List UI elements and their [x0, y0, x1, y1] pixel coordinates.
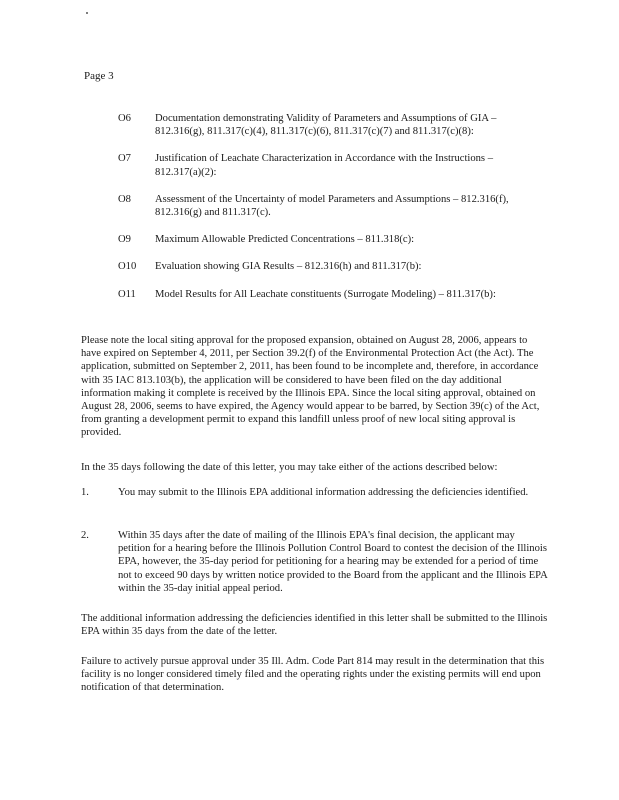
option-item: [81, 486, 548, 499]
option-text: You may submit to the Illinois EPA additional information addressing the deficiencies identified.: [118, 487, 529, 498]
deficiency-code: O11: [118, 288, 136, 300]
deficiency-text: Model Results for All Leachate constituents (Surrogate Modeling) – 811.317(b):: [155, 288, 496, 300]
deficiency-text: Evaluation showing GIA Results – 812.316(h) and 811.317(b):: [155, 261, 422, 273]
option-text: Within 35 days after the date of mailing of the Illinois EPA's final decision, the applicant may petition for a hearing before the Illinois Pollution Control Board to contest the decision of the Illinois EPA, however, the 35-day period for petitioning for a hearing may be extended for a period of time not to exceed 90 days by written notice provided to the Board from the applicant and the Illinois EPA within the 35-day initial appeal period.: [118, 530, 548, 594]
deficiency-list: [118, 112, 538, 315]
scan-speck: [86, 12, 88, 14]
option-item: [81, 529, 548, 595]
siting-approval-paragraph: Please note the local siting approval for the proposed expansion, obtained on August 28, 2006, appears to have expired on September 4, 2011, per Section 39.2(f) of the Environmental Protection Act (the Act). The application, submitted on September 2, 2011, has been found to be incomplete and, therefore, in accordance with 35 IAC 813.103(b), the application will be considered to have been filed on the day additional information making it complete is received by the Illinois EPA. Since the local siting approval, obtained on August 28, 2006, seems to have expired, the Agency would appear to be barred, by Section 39(c) of the Act, from granting a development permit to expand this landfill unless proof of new local siting approval is provided.: [81, 335, 540, 439]
deficiency-item: [118, 233, 538, 246]
deficiency-text: Justification of Leachate Characterization in Accordance with the Instructions – 812.317(a)(2):: [155, 153, 493, 178]
options-intro-paragraph: In the 35 days following the date of this letter, you may take either of the actions described below:: [81, 462, 498, 473]
page-number: Page 3: [84, 70, 114, 82]
deficiency-code: O8: [118, 193, 131, 205]
deficiency-text: Assessment of the Uncertainty of model Parameters and Assumptions – 812.316(f), 812.316(g) and 811.317(c).: [155, 193, 509, 219]
deficiency-code: O10: [118, 261, 137, 273]
deficiency-item: [118, 152, 538, 178]
failure-paragraph: Failure to actively pursue approval under 35 Ill. Adm. Code Part 814 may result in the determination that this facility is no longer considered timely filed and the operating rights under the existing permits will end upon notification of that determination.: [81, 656, 545, 694]
deficiency-code: O7: [118, 153, 131, 165]
deficiency-item: [118, 193, 538, 219]
option-number: 2.: [81, 530, 89, 541]
deficiency-item: [118, 112, 538, 138]
deficiency-code: O9: [118, 234, 131, 246]
deficiency-text: Documentation demonstrating Validity of Parameters and Assumptions of GIA – 812.316(g), 811.317(c)(4), 811.317(c)(6), 811.317(c)(7) and 811.317(c)(8):: [155, 113, 497, 138]
deficiency-item: [118, 288, 538, 301]
deficiency-item: [118, 260, 538, 273]
deficiency-text: Maximum Allowable Predicted Concentrations – 811.318(c):: [155, 234, 415, 246]
additional-info-paragraph: The additional information addressing the deficiencies identified in this letter shall be submitted to the Illinois EPA within 35 days from the date of the letter.: [81, 613, 548, 638]
deficiency-code: O6: [118, 113, 131, 124]
option-number: 1.: [81, 487, 89, 498]
